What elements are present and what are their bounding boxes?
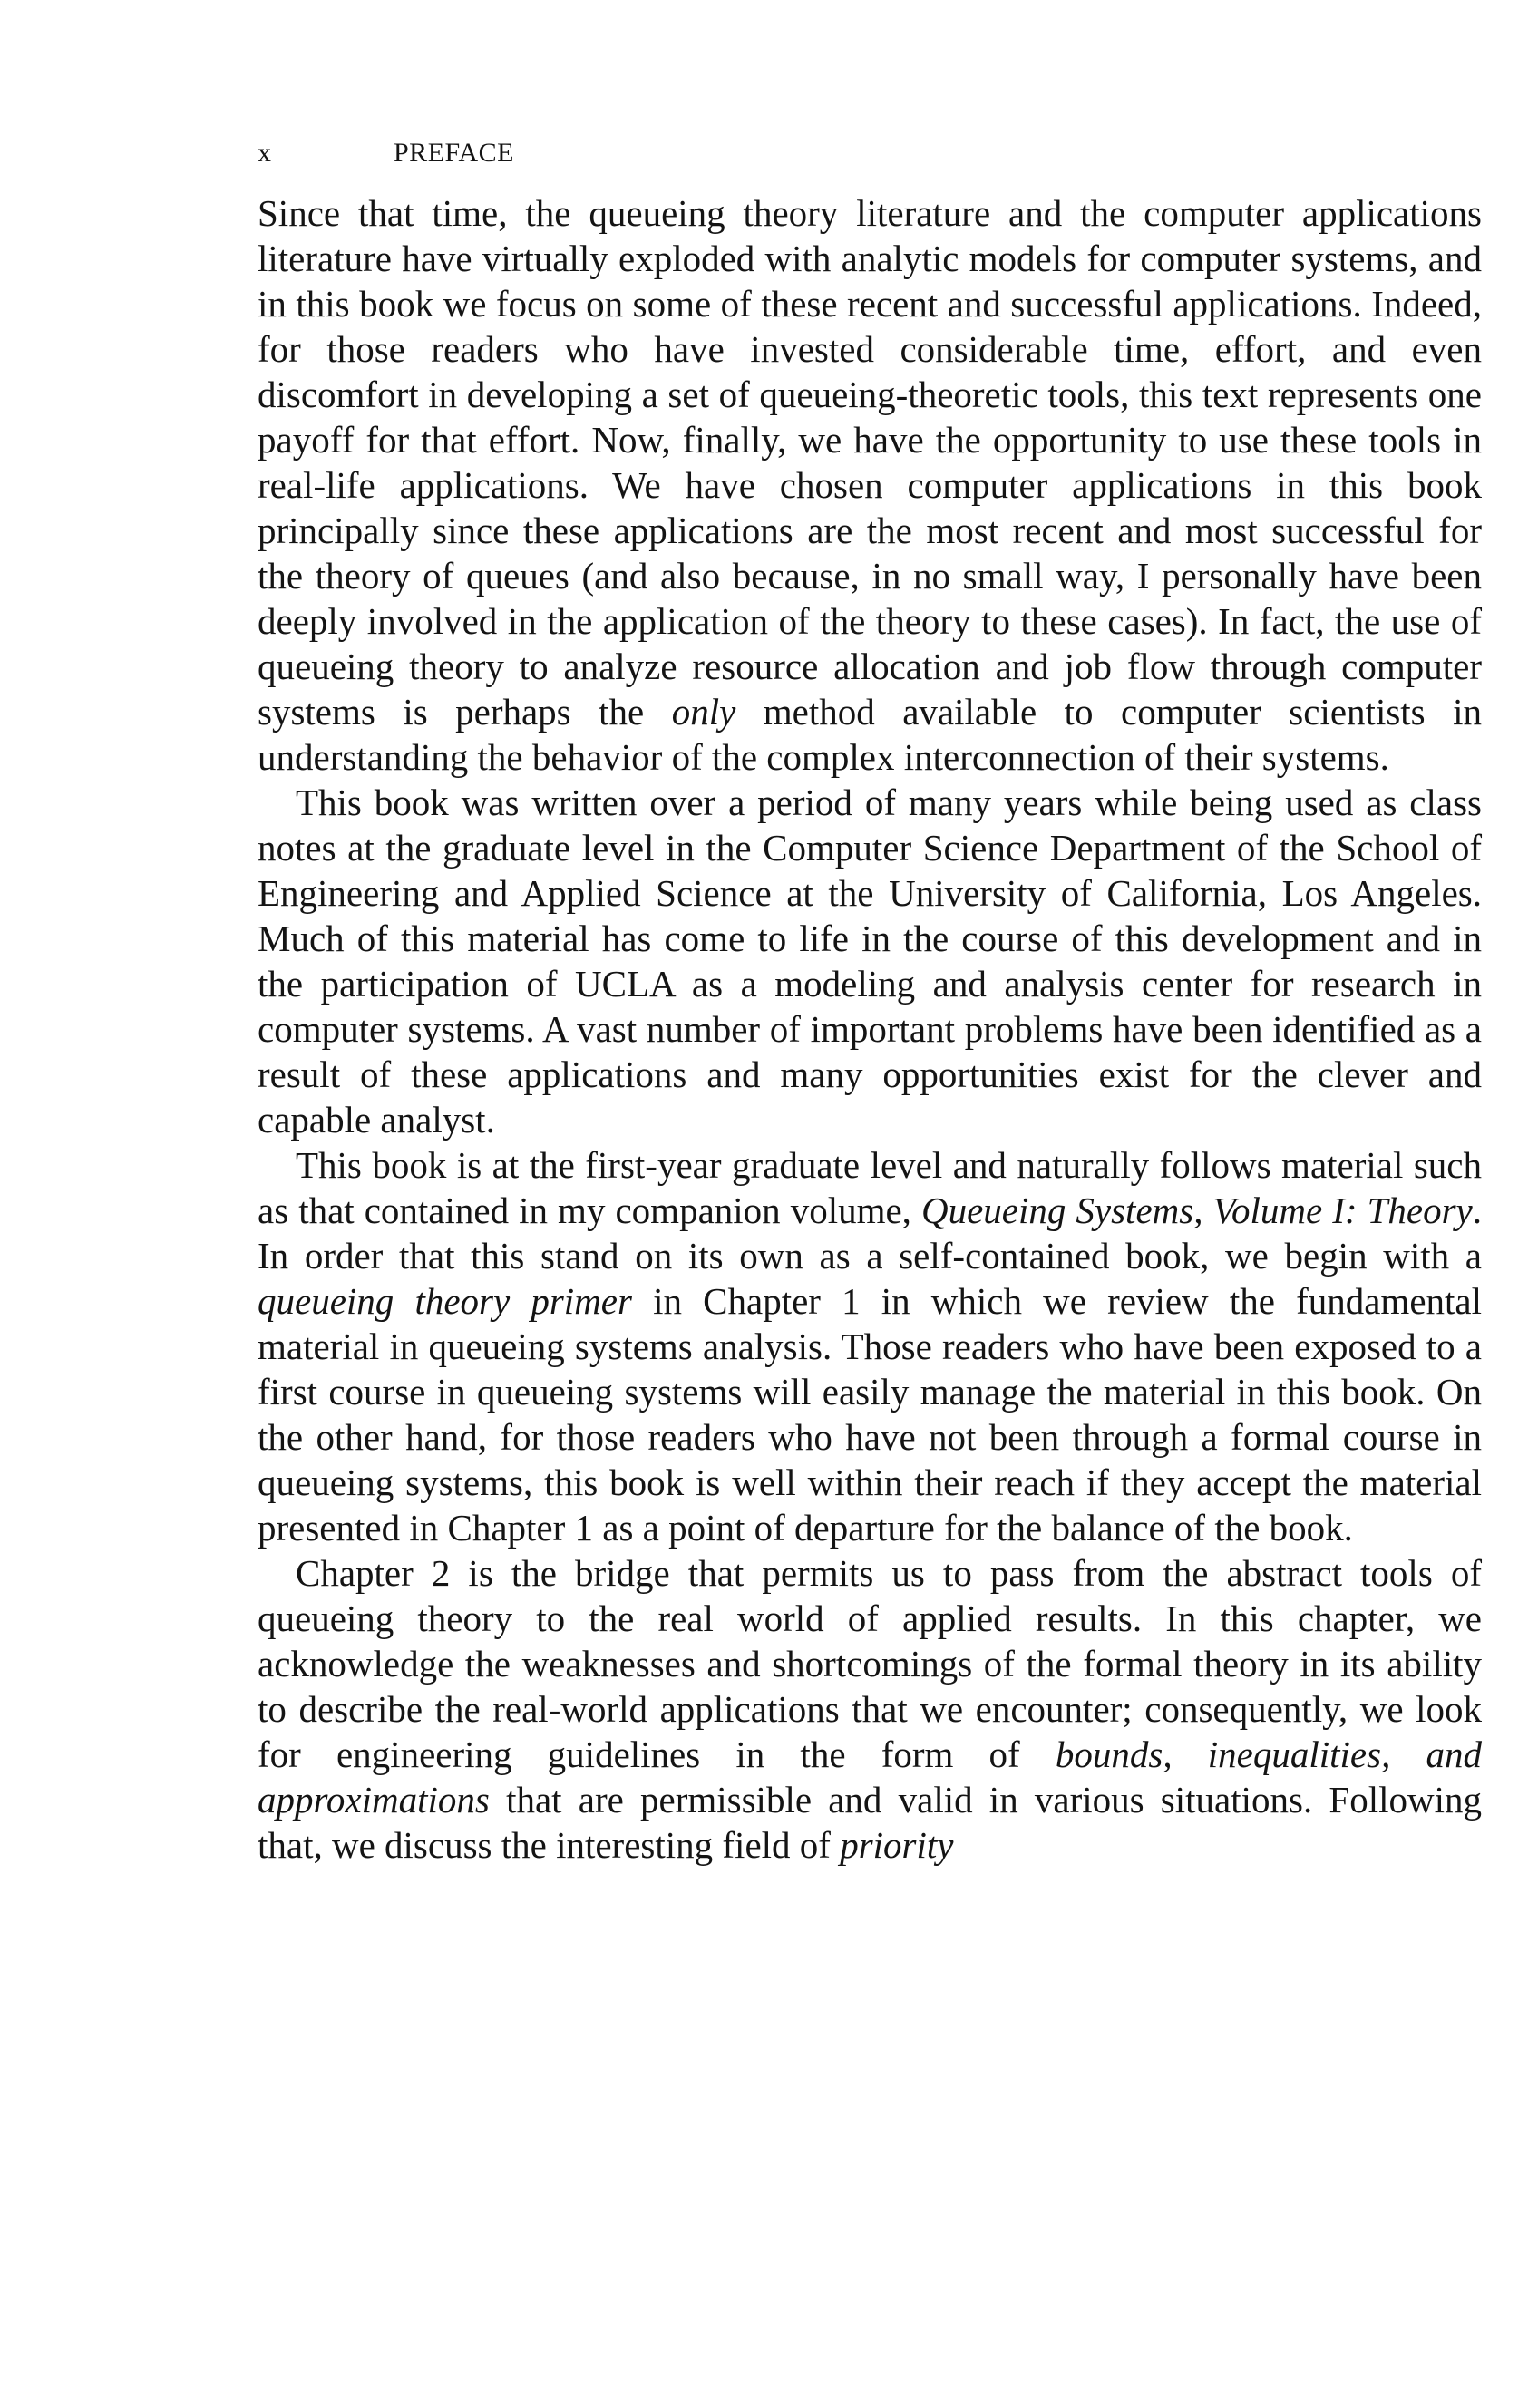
paragraph-text: This book is at the first-year graduate level and naturally follows material such as that contained in my companion volume,	[258, 1144, 1482, 1231]
italic-emphasis: bounds, inequalities, and approximations	[258, 1733, 1482, 1821]
paragraph-3	[258, 1142, 1482, 1550]
paragraph-text: Chapter 2 is the bridge that permits us to pass from the abstract tools of queueing theory to the real world of applied results. In this chapter, we acknowledge the weaknesses and shortcomings of the formal theory in its ability to describe the real-world applications that we encounter; consequently, we look for engineering guidelines in the form of	[258, 1552, 1482, 1775]
running-head	[258, 138, 514, 169]
paragraph-text: Since that time, the queueing theory literature and the computer applications literature have virtually exploded with analytic models for computer systems, and in this book we focus on some of these recent and successful applications. Indeed, for those readers who have invested considerable time, effort, and even discomfort in developing a set of queueing-theoretic tools, this text represents one payoff for that effort. Now, finally, we have the opportunity to use these tools in real-life applications. We have chosen computer applications in this book principally since these applications are the most recent and most successful for the theory of queues (and also because, in no small way, I personally have been deeply involved in the application of the theory to these cases). In fact, the use of queueing theory to analyze resource allocation and job flow through computer systems is perhaps the	[258, 192, 1482, 733]
paragraph-text: This book was written over a period of many years while being used as class notes at the graduate level in the Computer Science Department of the School of Engineering and Applied Science at the University of California, Los Angeles. Much of this material has come to life in the course of this development and in the participation of UCLA as a modeling and analysis center for research in computer systems. A vast number of important problems have been identified as a result of these applications and many opportunities exist for the clever and capable analyst.	[258, 782, 1482, 1141]
section-title: PREFACE	[394, 138, 514, 168]
page-number: x	[258, 138, 271, 168]
paragraph-text: that are permissible and valid in various situations. Following that, we discuss the interesting field of	[258, 1779, 1482, 1866]
paragraph-4	[258, 1550, 1482, 1868]
paragraph-text: . In order that this stand on its own as a self-contained book, we begin with a	[258, 1189, 1482, 1277]
paragraph-text: method available to computer scientists in understanding the behavior of the complex interconnection of their systems.	[258, 691, 1482, 778]
paragraph-text: in Chapter 1 in which we review the fundamental material in queueing systems analysis. Those readers who have been exposed to a first course in queueing systems will easily manage the material in this book. On the other hand, for those readers who have not been through a formal course in queueing systems, this book is well within their reach if they accept the material presented in Chapter 1 as a point of departure for the balance of the book.	[258, 1280, 1482, 1549]
italic-emphasis: only	[671, 691, 736, 733]
paragraph-2	[258, 780, 1482, 1142]
italic-emphasis: priority	[840, 1824, 954, 1866]
preface-body	[258, 190, 1482, 1868]
book-title-italic: Queueing Systems, Volume I: Theory	[920, 1189, 1473, 1231]
paragraph-1	[258, 190, 1482, 780]
italic-emphasis: queueing theory primer	[258, 1280, 632, 1322]
